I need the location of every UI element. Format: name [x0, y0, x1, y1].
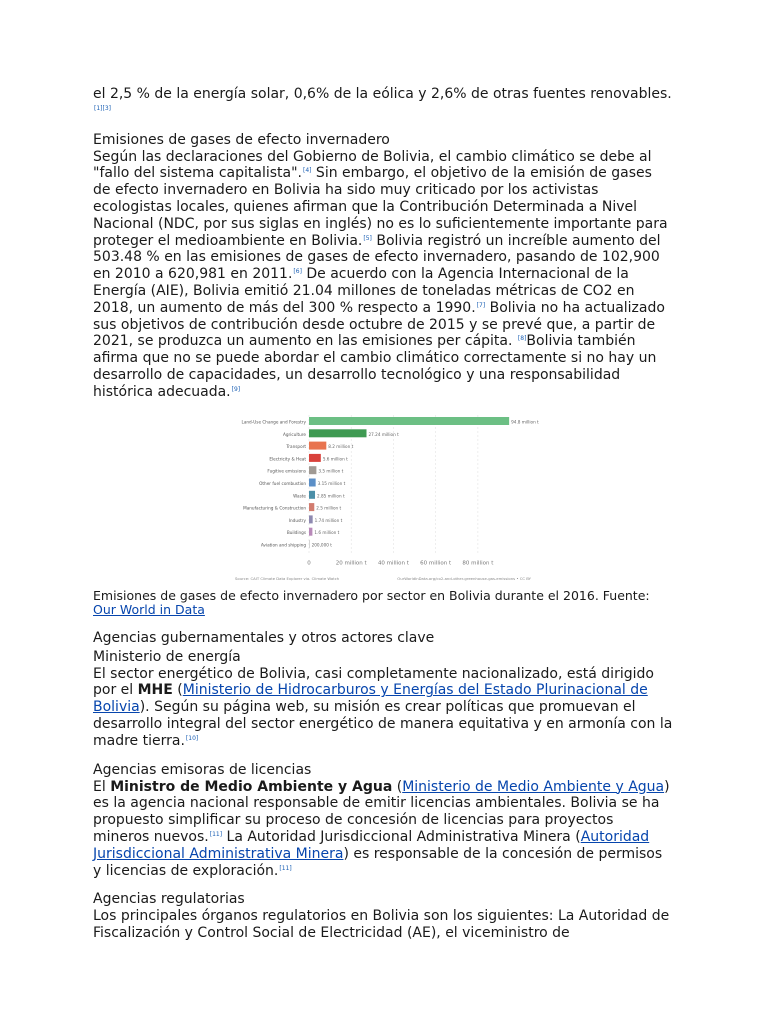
chart-category-label: Land-Use Change and Forestry: [241, 419, 306, 425]
reference-link[interactable]: [10]: [185, 734, 199, 742]
chart-category-label: Other fuel combustion: [259, 480, 306, 486]
chart-bar: [309, 453, 321, 461]
chart-bar: [309, 540, 310, 548]
emissions-bar-chart: [233, 411, 539, 583]
chart-value-label: 3.5 million t: [318, 468, 344, 474]
chart-value-label: 8.2 million t: [328, 443, 354, 449]
chart-value-label: 200,000 t: [311, 542, 332, 548]
reference-link[interactable]: [11]: [279, 864, 292, 872]
intro-paragraph: el 2,5 % de la energía solar, 0,6% de la eólica y 2,6% de otras fuentes renovables.[1][3]: [93, 86, 672, 112]
chart-x-tick-label: 80 million t: [462, 559, 494, 566]
chart-value-label: 2.5 million t: [316, 505, 342, 511]
chart-x-tick-label: 60 million t: [420, 559, 452, 566]
figure-caption: Emisiones de gases de efecto invernadero por sector en Bolivia durante el 2016. Fuente: Our World in Data: [93, 587, 650, 618]
reference-link[interactable]: [1][3]: [94, 104, 111, 112]
our-world-in-data-link[interactable]: Our World in Data: [93, 602, 205, 618]
reference-link[interactable]: [9]: [231, 385, 241, 393]
chart-source-right: OurWorldInData.org/co2-and-other-greenhouse-gas-emissions • CC BY: [397, 575, 531, 581]
energy-ministry-heading: Ministerio de energía: [93, 648, 241, 665]
chart-value-label: 3.15 million t: [317, 480, 346, 486]
chart-category-label: Agriculture: [282, 431, 306, 437]
chart-x-tick-label: 40 million t: [377, 559, 409, 566]
ministerio-hidrocarburos-link[interactable]: Ministerio de Hidrocarburos y Energías del Estado Plurinacional de Bolivia: [93, 682, 648, 716]
chart-bar: [309, 503, 314, 511]
ministerio-medio-ambiente-link[interactable]: Ministerio de Medio Ambiente y Agua: [402, 778, 665, 795]
emissions-paragraph: Según las declaraciones del Gobierno de Bolivia, el cambio climático se debe al "fallo del sistema capitalista".[4] Sin embargo, el objetivo de la emisión de gases de efecto invernadero en Bolivia ha sido muy criticado por los activistas ecologistas locales, quienes afirman que la Contribución Determinada a Nivel Nacional (NDC, por sus siglas en inglés) no es lo suficientemente importante para proteger el medioambiente en Bolivia.[5] Bolivia registró un increíble aumento del 503.48 % en las emisiones de gases de efecto invernadero, pasando de 102,900 en 2010 a 620,981 en 2011.[6] De acuerdo con la Agencia Internacional de la Energía (AIE), Bolivia emitió 21.04 millones de toneladas métricas de CO2 en 2018, un aumento de más del 300 % respecto a 1990.[7] Bolivia no ha actualizado sus objetivos de contribución desde octubre de 2015 y se prevé que, a partir de 2021, se produzca un aumento en las emisiones per cápita. [8]Bolivia también afirma que no se puede abordar el cambio climático correctamente si no hay un desarrollo de capacidades, un desarrollo tecnológico y una responsabilidad histórica adecuada.[9]: [93, 148, 668, 400]
chart-category-label: Electricity & Heat: [269, 455, 306, 461]
chart-category-label: Transport: [286, 443, 306, 449]
agencies-heading: Agencias gubernamentales y otros actores clave: [93, 629, 435, 646]
chart-category-label: Buildings: [286, 529, 306, 535]
chart-x-tick-label: 20 million t: [335, 559, 367, 566]
chart-category-label: Aviation and shipping: [260, 542, 306, 548]
chart-bar: [309, 490, 315, 498]
chart-value-label: 5.6 million t: [322, 455, 348, 461]
chart-category-label: Waste: [293, 492, 306, 498]
chart-bar: [309, 417, 509, 425]
regulatory-paragraph: Los principales órganos regulatorios en Bolivia son los siguientes: La Autoridad de Fiscalización y Control Social de Electricidad (AE), el viceministro de: [93, 908, 670, 942]
regulatory-heading: Agencias regulatorias: [93, 891, 245, 908]
chart-bar: [309, 466, 316, 474]
reference-link[interactable]: [5]: [363, 234, 372, 242]
chart-category-label: Fugitive emissions: [267, 468, 306, 474]
chart-category-label: Industry: [288, 517, 306, 523]
document-page: [93, 86, 673, 942]
reference-link[interactable]: [7]: [476, 301, 486, 309]
chart-value-label: 1.74 million t: [314, 517, 343, 523]
energy-ministry-paragraph: El sector energético de Bolivia, casi completamente nacionalizado, está dirigido por el MHE (Ministerio de Hidrocarburos y Energías del Estado Plurinacional de Bolivia). Según su página web, su misión es crear políticas que promuevan el desarrollo integral del sector energético de manera equitativa y en armonía con la madre tierra.[10]: [93, 665, 673, 749]
chart-bar: [309, 429, 367, 437]
chart-bar: [309, 478, 316, 486]
reference-link[interactable]: [4]: [302, 167, 312, 175]
reference-link[interactable]: [6]: [293, 268, 302, 276]
reference-link[interactable]: [8]: [517, 335, 527, 343]
chart-value-label: 94.8 million t: [511, 419, 539, 425]
emissions-heading: Emisiones de gases de efecto invernadero: [93, 131, 390, 148]
chart-bar: [309, 515, 313, 523]
reference-link[interactable]: [11]: [209, 830, 223, 838]
chart-bar: [309, 441, 326, 449]
chart-category-label: Manufacturing & Construction: [243, 505, 306, 511]
chart-value-label: 1.6 million t: [314, 529, 340, 535]
chart-value-label: 27.24 million t: [368, 431, 399, 437]
chart-x-tick-label: 0: [307, 559, 311, 566]
chart-value-label: 2.85 million t: [317, 492, 345, 498]
autoridad-minera-link[interactable]: Autoridad Jurisdiccional Administrativa Minera: [93, 828, 650, 862]
licensing-heading: Agencias emisoras de licencias: [93, 761, 312, 778]
chart-source-left: Source: CAIT Climate Data Explorer via. Climate Watch: [235, 575, 340, 581]
emissions-chart-figure: [233, 411, 539, 583]
chart-bar: [309, 527, 312, 535]
licensing-paragraph: El Ministro de Medio Ambiente y Agua (Ministerio de Medio Ambiente y Agua) es la agencia nacional responsable de emitir licencias ambientales. Bolivia se ha propuesto simplificar su proceso de concesión de licencias para proyectos mineros nuevos.[11] La Autoridad Jurisdiccional Administrativa Minera (Autoridad Jurisdiccional Administrativa Minera) es responsable de la concesión de permisos y licencias de exploración.[11]: [93, 778, 670, 879]
